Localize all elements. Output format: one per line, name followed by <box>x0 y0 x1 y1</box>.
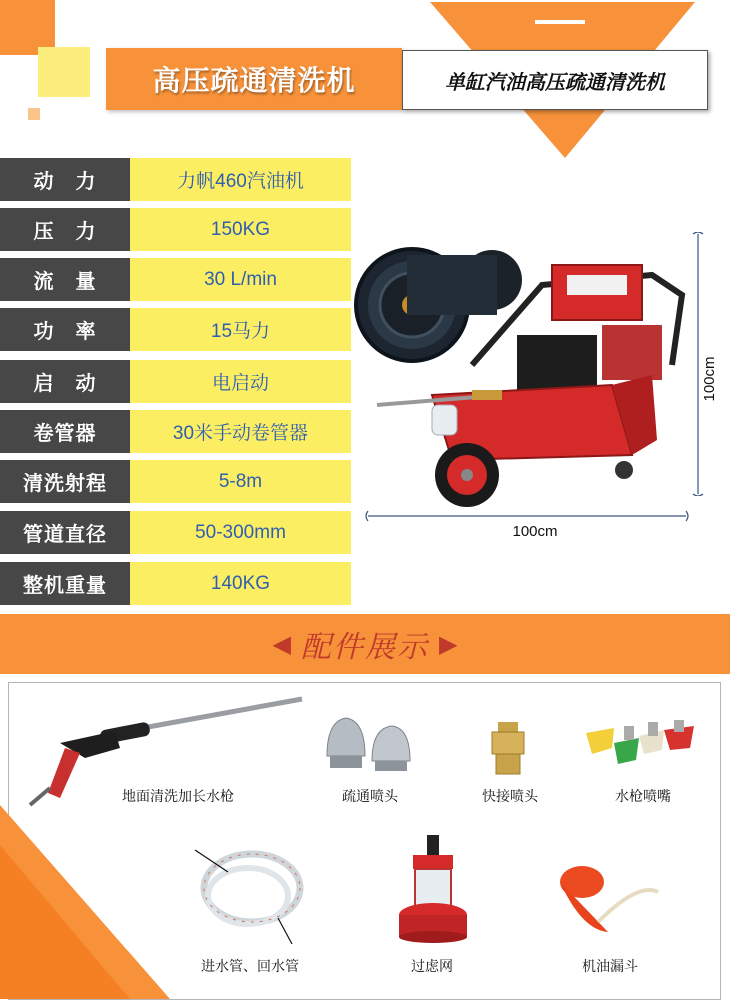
spec-value-pressure: 150KG <box>130 208 351 251</box>
spec-value-weight: 140KG <box>130 562 351 605</box>
spec-value-start: 电启动 <box>130 360 351 403</box>
decor-yellow-square <box>38 47 90 97</box>
spec-label-horsepower: 功 率 <box>0 308 130 351</box>
accessories-title: 配件展示 <box>301 630 429 665</box>
funnel-image <box>558 862 668 942</box>
decor-small-square <box>28 108 40 120</box>
spec-label-flow: 流 量 <box>0 258 130 301</box>
spec-label-pipe-diameter: 管道直径 <box>0 511 130 554</box>
page-subtitle: 单缸汽油高压疏通清洗机 <box>445 69 665 94</box>
hose-image <box>190 838 310 948</box>
spec-value-power: 力帆460汽油机 <box>130 158 351 201</box>
decor-orange-corner <box>0 805 170 999</box>
spec-label-start: 启 动 <box>0 360 130 403</box>
filter-image <box>395 835 471 945</box>
spec-value-flow: 30 L/min <box>130 258 351 301</box>
spec-value-reel: 30米手动卷管器 <box>130 410 351 453</box>
spec-label-power: 动 力 <box>0 158 130 201</box>
accessory-label-hoses: 进水管、回水管 <box>201 959 299 975</box>
spec-label-range: 清洗射程 <box>0 460 130 503</box>
dimension-width-line <box>364 508 690 524</box>
machine-image <box>352 225 692 515</box>
accessory-label-tips: 水枪喷嘴 <box>615 789 671 805</box>
accessory-label-filter: 过虑网 <box>411 959 453 975</box>
spec-label-pressure: 压 力 <box>0 208 130 251</box>
spec-value-pipe-diameter: 50-300mm <box>130 511 351 554</box>
accessory-label-gun: 地面清洗加长水枪 <box>122 789 234 805</box>
spec-value-horsepower: 15马力 <box>130 308 351 351</box>
right-arrow-icon: ▶ <box>439 630 458 658</box>
page-title: 高压疏通清洗机 <box>152 64 356 97</box>
accessories-banner <box>0 614 730 674</box>
nozzle-image <box>322 716 414 776</box>
spray-tips-image <box>584 718 700 772</box>
dimension-height-label: 100cm <box>701 356 718 402</box>
subtitle-banner <box>402 50 708 110</box>
spec-label-weight: 整机重量 <box>0 562 130 605</box>
title-banner <box>106 48 402 110</box>
left-arrow-icon: ◀ <box>272 630 291 658</box>
quick-connector-image <box>488 720 528 776</box>
accessory-label-connector: 快接喷头 <box>482 789 538 805</box>
spec-label-reel: 卷管器 <box>0 410 130 453</box>
dimension-width-label: 100cm <box>512 523 558 540</box>
accessory-label-nozzle: 疏通喷头 <box>342 789 398 805</box>
accessory-label-funnel: 机油漏斗 <box>582 959 638 975</box>
spec-value-range: 5-8m <box>130 460 351 503</box>
